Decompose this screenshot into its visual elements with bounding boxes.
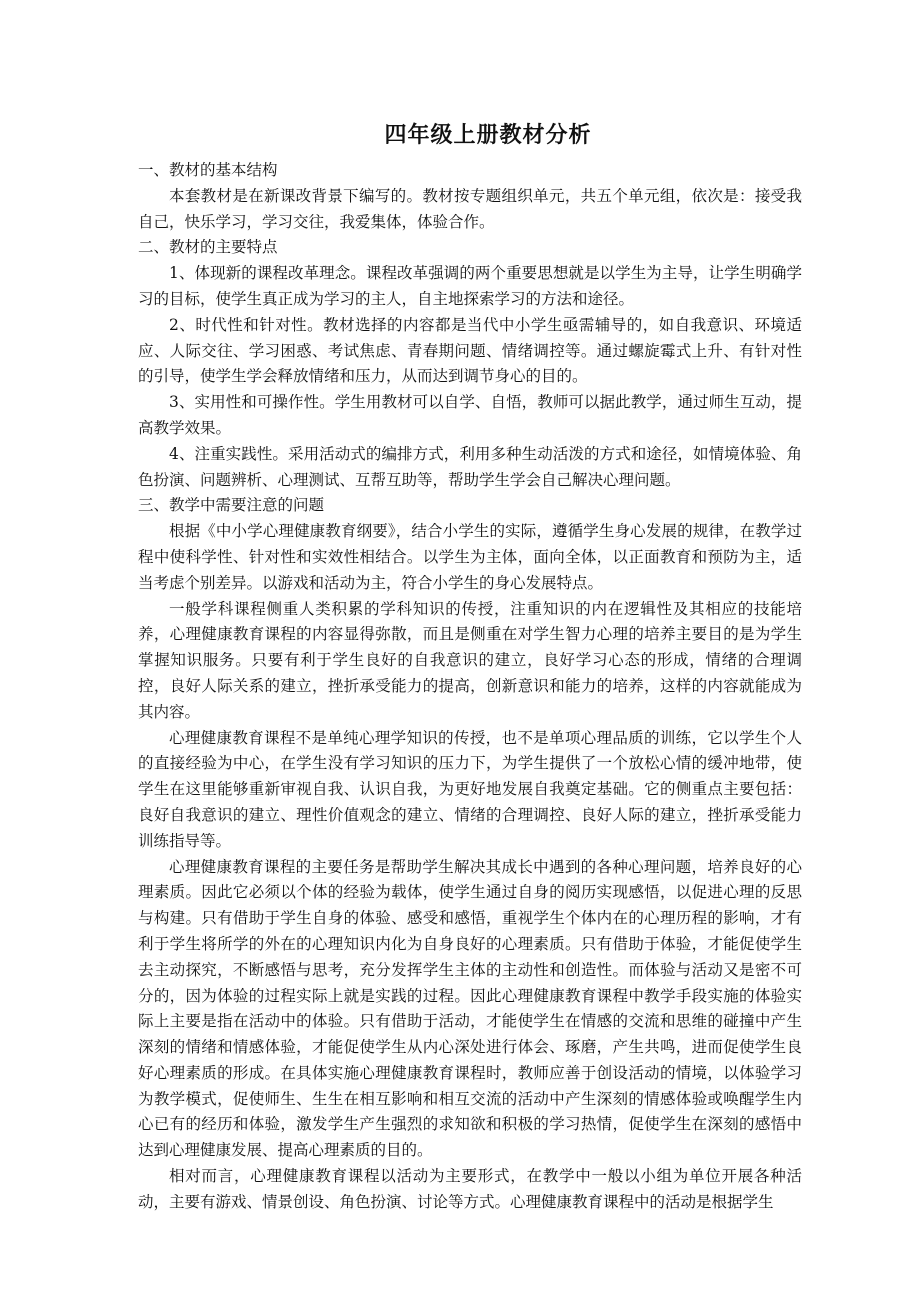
- paragraph: 1、体现新的课程改革理念。课程改革强调的两个重要思想就是以学生为主导，让学生明确学习的目标，使学生真正成为学习的主人，自主地探索学习的方法和途径。: [138, 264, 802, 308]
- paragraph: 相对而言，心理健康教育课程以活动为主要形式，在教学中一般以小组为单位开展各种活动，主要有游戏、情景创设、角色扮演、讨论等方式。心理健康教育课程中的活动是根据学生: [138, 1167, 802, 1211]
- paragraph: 心理健康教育课程的主要任务是帮助学生解决其成长中遇到的各种心理问题，培养良好的心理素质。因此它必须以个体的经验为载体，使学生通过自身的阅历实现感悟，以促进心理的反思与构建。只有借助于学生自身的体验、感受和感悟，重视学生个体内在的心理历程的影响，才有利于学生将所学的外在的心理知识内化为自身良好的心理素质。只有借助于体验，才能促使学生去主动探究，不断感悟与思考，充分发挥学生主体的主动性和创造性。而体验与活动又是密不可分的，因为体验的过程实际上就是实践的过程。因此心理健康教育课程中教学手段实施的体验实际上主要是指在活动中的体验。只有借助于活动，才能使学生在情感的交流和思维的碰撞中产生深刻的情绪和情感体验，才能促使学生从内心深处进行体会、琢磨，产生共鸣，进而促使学生良好心理素质的形成。在具体实施心理健康教育课程时，教师应善于创设活动的情境，以体验学习为教学模式，促使师生、生生在相互影响和相互交流的活动中产生深刻的情感体验或唤醒学生内心已有的经历和体验，激发学生产生强烈的求知欲和积极的学习热情，促使学生在深刻的感悟中达到心理健康发展、提高心理素质的目的。: [138, 857, 802, 1160]
- section-heading: 三、教学中需要注意的问题: [138, 496, 325, 515]
- paragraph: 3、实用性和可操作性。学生用教材可以自学、自悟，教师可以据此教学，通过师生互动，提高教学效果。: [138, 393, 802, 437]
- paragraph: 一般学科课程侧重人类积累的学科知识的传授，注重知识的内在逻辑性及其相应的技能培养，心理健康教育课程的内容显得弥散，而且是侧重在对学生智力心理的培养主要目的是为学生掌握知识服务。只要有利于学生良好的自我意识的建立，良好学习心态的形成，情绪的合理调控，良好人际关系的建立，挫折承受能力的提高，创新意识和能力的培养，这样的内容就能成为其内容。: [138, 599, 802, 721]
- section-structure: [138, 158, 802, 235]
- document-title: 四年级上册教材分析: [384, 122, 592, 148]
- section-heading: 一、教材的基本结构: [138, 161, 278, 179]
- paragraph: 4、注重实践性。采用活动式的编排方式，利用多种生动活泼的方式和途径，如情境体验、角色扮演、问题辨析、心理测试、互帮互助等，帮助学生学会自己解决心理问题。: [138, 444, 802, 489]
- paragraph: 本套教材是在新课改背景下编写的。教材按专题组织单元，共五个单元组，依次是：接受我自己，快乐学习，学习交往，我爱集体，体验合作。: [138, 186, 802, 231]
- paragraph: 2、时代性和针对性。教材选择的内容都是当代中小学生亟需辅导的，如自我意识、环境适应、人际交往、学习困惑、考试焦虑、青春期问题、情绪调控等。通过螺旋霉式上升、有针对性的引导，使学生学会释放情绪和压力，从而达到调节身心的目的。: [138, 315, 802, 386]
- section-features: [138, 235, 802, 493]
- document-body: [138, 158, 802, 1216]
- section-teaching-notes: [138, 493, 802, 1215]
- section-heading: 二、教材的主要特点: [138, 238, 278, 257]
- paragraph: 根据《中小学心理健康教育纲要》，结合小学生的实际，遵循学生身心发展的规律，在教学过程中使科学性、针对性和实效性相结合。以学生为主体，面向全体，以正面教育和预防为主，适当考虑个别差异。以游戏和活动为主，符合小学生的身心发展特点。: [138, 522, 802, 592]
- paragraph: 心理健康教育课程不是单纯心理学知识的传授，也不是单项心理品质的训练，它以学生个人的直接经验为中心，在学生没有学习知识的压力下，为学生提供了一个放松心情的缓冲地带，使学生在这里能够重新审视自我、认识自我，为更好地发展自我奠定基础。它的侧重点主要包括：良好自我意识的建立、理性价值观念的建立、情绪的合理调控、良好人际的建立，挫折承受能力训练指导等。: [138, 728, 802, 850]
